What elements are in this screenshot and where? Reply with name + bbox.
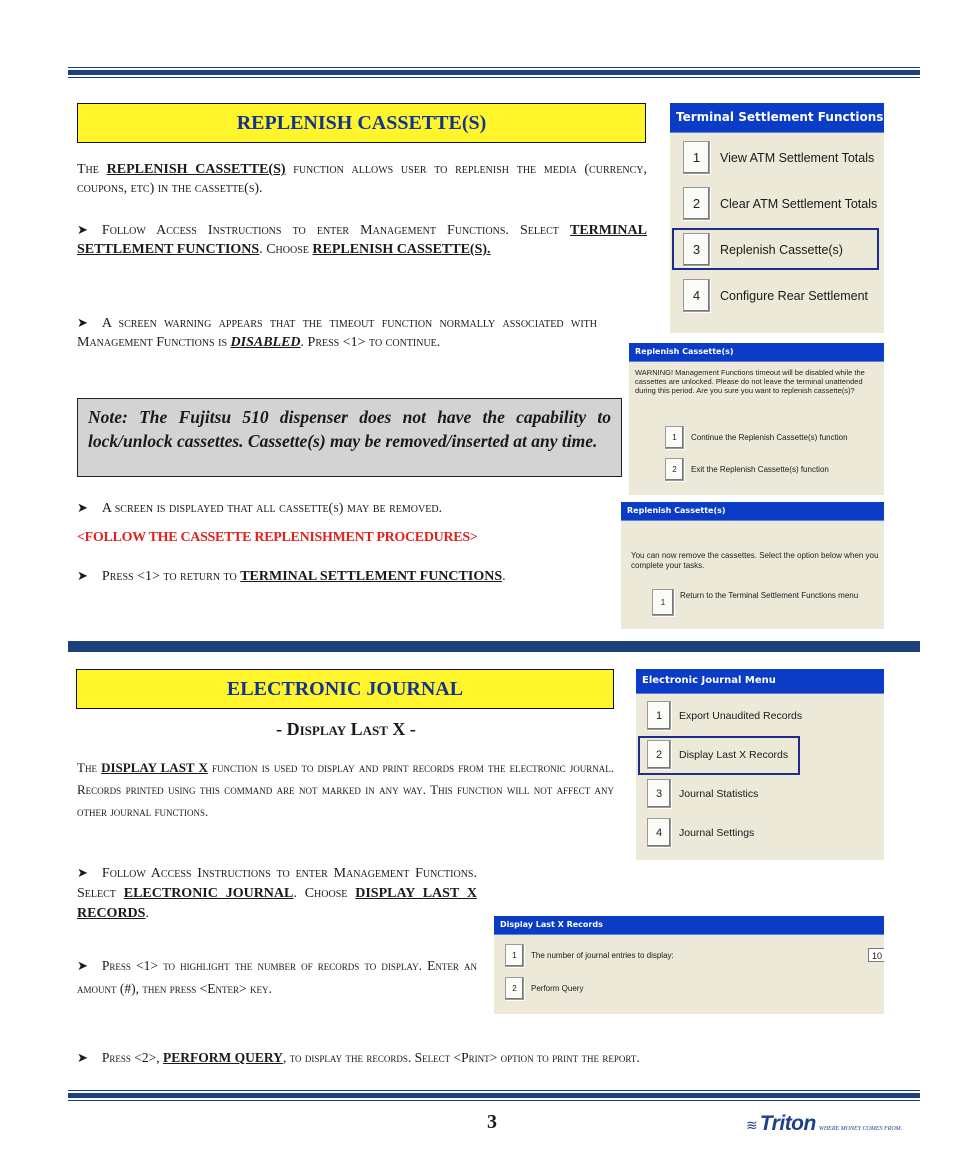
selection-highlight bbox=[638, 736, 800, 775]
menu-item-journal-settings[interactable]: 4 Journal Settings bbox=[647, 818, 754, 847]
screen-title: Electronic Journal Menu bbox=[636, 669, 884, 694]
menu-item-configure-rear[interactable]: 4 Configure Rear Settlement bbox=[683, 279, 868, 312]
arrow-bullet-icon: ➤ bbox=[77, 1051, 88, 1066]
top-rule bbox=[68, 67, 920, 78]
screen-title: Replenish Cassette(s) bbox=[629, 343, 884, 362]
arrow-bullet-icon: ➤ bbox=[77, 223, 88, 238]
selection-highlight bbox=[672, 228, 879, 270]
journal-step-2: ➤ Press <1> to highlight the number of records to display. Enter an amount (#), then press <Enter> key. bbox=[77, 958, 477, 996]
records-count-option[interactable]: 1 The number of journal entries to display: bbox=[505, 944, 674, 967]
menu-item-replenish-cassettes[interactable]: 3 Replenish Cassette(s) bbox=[683, 233, 843, 266]
records-count-field[interactable]: 10 bbox=[868, 948, 884, 962]
menu-item-journal-statistics[interactable]: 3 Journal Statistics bbox=[647, 779, 758, 808]
subtitle-display-last-x: - Display Last X - bbox=[276, 719, 416, 739]
electronic-journal-screen bbox=[636, 669, 884, 860]
continue-option[interactable]: 1 Continue the Replenish Cassette(s) function bbox=[665, 426, 848, 449]
page-number: 3 bbox=[487, 1111, 497, 1133]
journal-step-1: ➤ Follow Access Instructions to enter Management Functions. Select ELECTRONIC JOURNAL. Choose DISPLAY LAST X RECORDS. bbox=[77, 866, 477, 921]
warning-text: WARNING! Management Functions timeout will be disabled while the cassettes are unlocked. Please do not leave the terminal unattended during this period. Are you sure you want to replenish cassette(s)? bbox=[635, 368, 865, 395]
section-title-replenish: REPLENISH CASSETTE(S) bbox=[77, 103, 646, 143]
display-last-x-screen bbox=[494, 916, 884, 1014]
replenish-intro: The REPLENISH CASSETTE(S) function allows user to replenish the media (currency, coupons, etc) in the cassette(s). bbox=[77, 162, 648, 196]
display-last-x-intro: The DISPLAY LAST X function is used to display and print records from the electronic journal. Records printed using this command are not marked in any way. This function will not affect any other journal functions. bbox=[77, 760, 614, 819]
replenishment-procedures-callout: <FOLLOW THE CASSETTE REPLENISHMENT PROCEDURES> bbox=[77, 530, 478, 545]
terminal-settlement-screen bbox=[670, 103, 884, 333]
replenish-warning-screen bbox=[629, 343, 884, 495]
perform-query-option[interactable]: 2 Perform Query bbox=[505, 977, 583, 1000]
remove-message: You can now remove the cassettes. Select the option below when you complete your tasks. bbox=[631, 551, 879, 570]
section-title-electronic-journal: ELECTRONIC JOURNAL bbox=[76, 669, 614, 709]
return-option[interactable]: 1 Return to the Terminal Settlement Functions menu bbox=[652, 589, 870, 616]
journal-step-3: ➤ Press <2>, PERFORM QUERY, to display the records. Select <Print> option to print the report. bbox=[77, 1050, 640, 1066]
arrow-bullet-icon: ➤ bbox=[77, 866, 88, 881]
replenish-step-1: ➤ Follow Access Instructions to enter Management Functions. Select TERMINAL SETTLEMENT FUNCTIONS. Choose REPLENISH CASSETTE(S). bbox=[77, 223, 647, 257]
screen-title: Replenish Cassette(s) bbox=[621, 502, 884, 521]
section-separator bbox=[68, 641, 920, 652]
screen-title: Display Last X Records bbox=[494, 916, 884, 935]
triton-logo: ≋ Triton WHERE MONEY COMES FROM. bbox=[746, 1112, 903, 1135]
menu-item-export-unaudited[interactable]: 1 Export Unaudited Records bbox=[647, 701, 802, 730]
arrow-bullet-icon: ➤ bbox=[77, 569, 88, 584]
arrow-bullet-icon: ➤ bbox=[77, 501, 88, 516]
replenish-step-4: ➤ Press <1> to return to TERMINAL SETTLEMENT FUNCTIONS. bbox=[77, 569, 506, 584]
menu-item-clear-totals[interactable]: 2 Clear ATM Settlement Totals bbox=[683, 187, 877, 220]
fujitsu-note: Note: The Fujitsu 510 dispenser does not have the capability to lock/unlock cassettes. Cassette(s) may be removed/inserted at any time. bbox=[77, 398, 622, 477]
replenish-step-2: ➤ A screen warning appears that the timeout function normally associated with Management Functions is DISABLED. Press <1> to continue. bbox=[77, 316, 597, 350]
bottom-rule bbox=[68, 1090, 920, 1101]
replenish-step-3: ➤ A screen is displayed that all cassette(s) may be removed. bbox=[77, 501, 443, 516]
exit-option[interactable]: 2 Exit the Replenish Cassette(s) function bbox=[665, 458, 829, 481]
menu-item-view-totals[interactable]: 1 View ATM Settlement Totals bbox=[683, 141, 874, 174]
screen-title: Terminal Settlement Functions bbox=[670, 103, 884, 133]
arrow-bullet-icon: ➤ bbox=[77, 316, 88, 331]
replenish-remove-screen bbox=[621, 502, 884, 629]
arrow-bullet-icon: ➤ bbox=[77, 959, 88, 974]
triton-logo-icon: ≋ bbox=[746, 1118, 758, 1134]
menu-item-display-last-x[interactable]: 2 Display Last X Records bbox=[647, 740, 788, 769]
